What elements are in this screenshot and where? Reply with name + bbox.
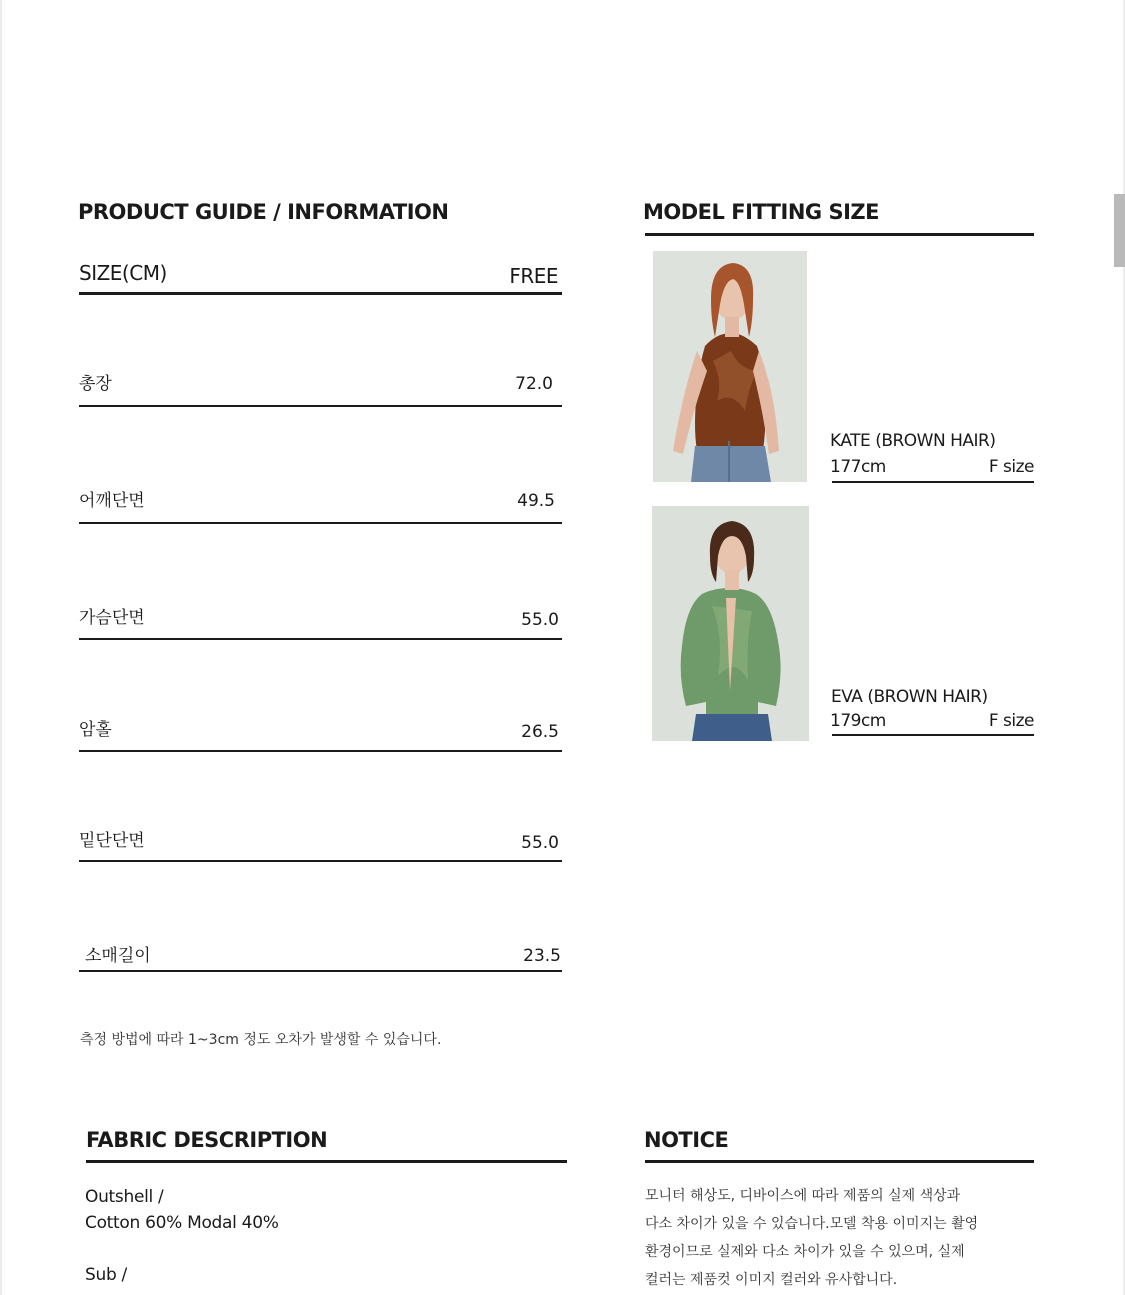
model-size: F size (988, 457, 1034, 477)
model-photo-eva (652, 506, 809, 741)
size-row-value: 55.0 (521, 833, 559, 853)
product-guide-title: PRODUCT GUIDE / INFORMATION (78, 200, 449, 224)
model-height: 179cm (830, 711, 886, 731)
model-photo-kate (653, 251, 807, 482)
notice-rule (645, 1160, 1034, 1163)
notice-line: 환경이므로 실제와 다소 차이가 있을 수 있으며, 실제 (645, 1244, 965, 1260)
notice-line: 다소 차이가 있을 수 있습니다.모델 착용 이미지는 촬영 (645, 1216, 979, 1232)
model-photo-kate-image (653, 251, 807, 482)
size-header-rule (79, 292, 562, 295)
size-row-label: 총장 (79, 374, 112, 394)
scrollbar-thumb[interactable] (1114, 194, 1125, 267)
fabric-title: FABRIC DESCRIPTION (86, 1128, 328, 1152)
size-row-rule (79, 405, 562, 407)
model-fitting-title: MODEL FITTING SIZE (643, 200, 879, 224)
notice-line: 모니터 해상도, 디바이스에 따라 제품의 실제 색상과 (645, 1188, 961, 1204)
size-row-label: 밑단단면 (79, 831, 145, 851)
fabric-sub-label: Sub / (85, 1265, 127, 1285)
size-row-value: 49.5 (517, 491, 555, 511)
size-row-rule (79, 750, 562, 752)
model-name: EVA (BROWN HAIR) (831, 687, 988, 707)
model-rule (832, 481, 1034, 483)
notice-line: 컬러는 제품컷 이미지 컬러와 유사합니다. (645, 1272, 898, 1288)
fabric-rule (86, 1160, 567, 1163)
model-height: 177cm (830, 457, 886, 477)
size-row-value: 23.5 (523, 946, 561, 966)
size-header: SIZE(CM) (79, 261, 167, 285)
size-row-label: 가슴단면 (79, 608, 145, 628)
size-row-label: 소매길이 (85, 946, 151, 966)
size-row-rule (79, 638, 562, 640)
size-column-free: FREE (509, 264, 558, 288)
model-name: KATE (BROWN HAIR) (830, 431, 996, 451)
notice-text (645, 1182, 1045, 1294)
size-row-value: 55.0 (521, 610, 559, 630)
fabric-outshell-label: Outshell / (85, 1187, 164, 1207)
size-row-label: 암홀 (79, 720, 112, 740)
size-row-rule (79, 522, 562, 524)
size-row-rule (79, 860, 562, 862)
model-rule (832, 734, 1034, 736)
size-row-label: 어깨단면 (79, 491, 145, 511)
model-photo-eva-image (652, 506, 809, 741)
size-row-value: 26.5 (521, 722, 559, 742)
model-fitting-rule (645, 233, 1034, 236)
notice-title: NOTICE (644, 1128, 729, 1152)
size-row-value: 72.0 (515, 374, 553, 394)
size-row-rule (79, 970, 562, 972)
fabric-outshell-value: Cotton 60% Modal 40% (85, 1213, 279, 1233)
model-size: F size (988, 711, 1034, 731)
measurement-note: 측정 방법에 따라 1~3cm 정도 오차가 발생할 수 있습니다. (80, 1032, 442, 1048)
